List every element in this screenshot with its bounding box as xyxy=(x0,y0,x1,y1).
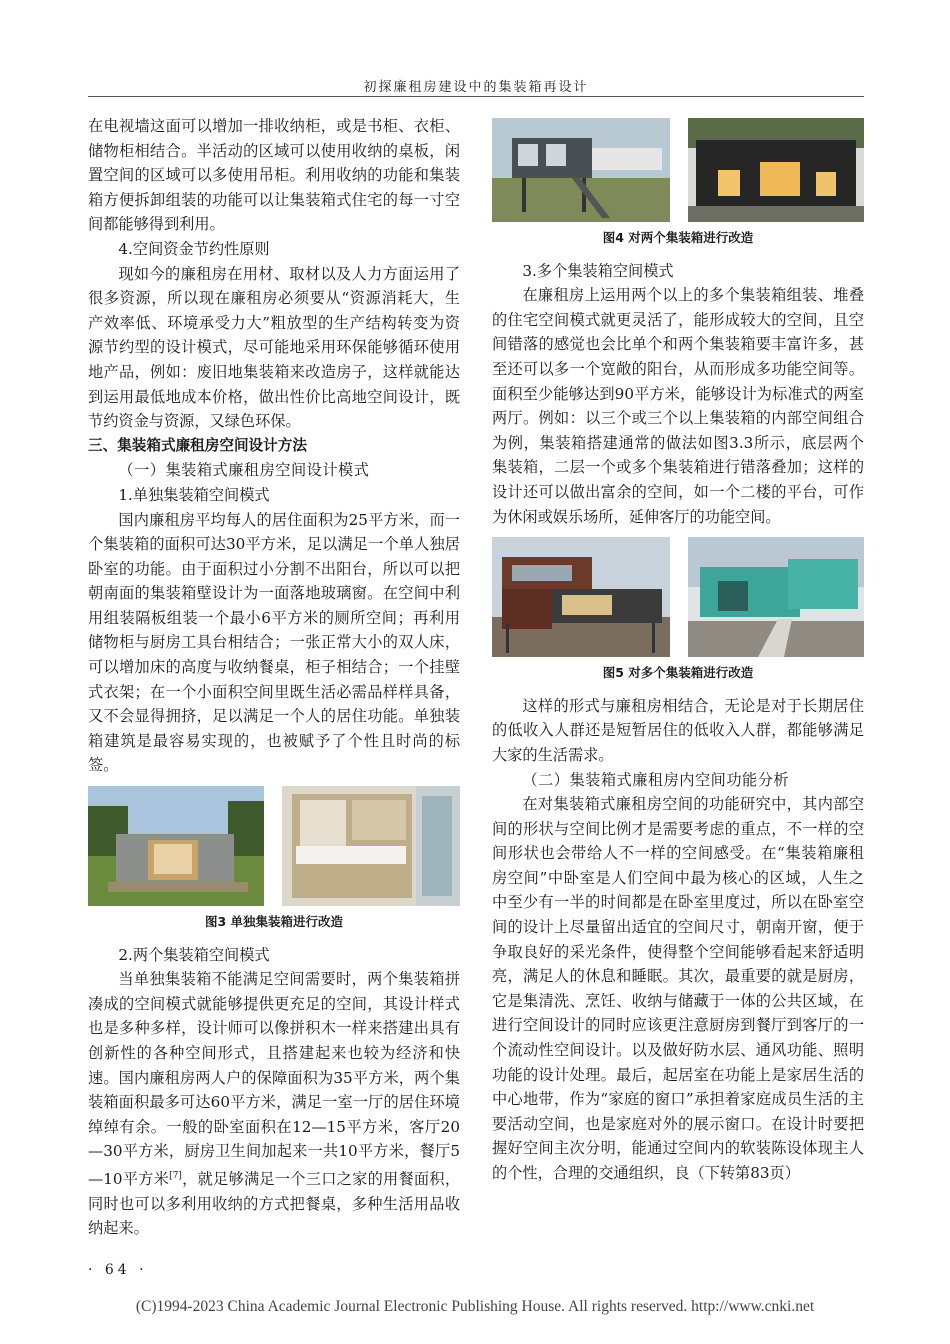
photo-multi-container-teal xyxy=(688,537,864,657)
page-number: · 64 · xyxy=(88,1262,148,1278)
figure-5 xyxy=(492,537,864,657)
subheading: 4.空间资金节约性原则 xyxy=(118,239,270,258)
figure-4-caption: 图4 对两个集装箱进行改造 xyxy=(602,230,754,245)
subheading: 1.单独集装箱空间模式 xyxy=(118,485,270,504)
right-column xyxy=(492,114,864,1186)
left-column xyxy=(88,114,460,1241)
running-header: 初探廉租房建设中的集装箱再设计 xyxy=(363,80,589,95)
photo-single-container-interior xyxy=(282,786,460,906)
paragraph: 在廉租房上运用两个以上的多个集装箱组装、堆叠的住宅空间模式就更灵活了，能形成较大的空间，且空间错落的感觉也会比单个和两个集装箱要丰富许多，甚至还可以多一个宽敞的阳台，从而形成多功能空间等。面积至少能够达到90平方米，能够设计为标准式的两室两厅。例如：以三个或三个以上集装箱的内部空间组合为例，集装箱搭建通常的做法如图3.3所示，底层两个集装箱，二层一个或多个集装箱进行错落叠加；这样的设计还可以做出富余的空间，如一个二楼的平台，可作为休闲或娱乐场所，延伸客厅的功能空间。 xyxy=(492,286,864,526)
section-heading: 三、集装箱式廉租房空间设计方法 xyxy=(88,436,307,454)
paragraph: 这样的形式与廉租房相结合，无论是对于长期居住的低收入人群还是短暂居住的低收入人群，都能够满足大家的生活需求。 xyxy=(492,696,864,764)
figure-3 xyxy=(88,786,460,906)
photo-multi-container-stacked xyxy=(492,537,670,657)
paragraph: 在对集装箱式廉租房空间的功能研究中，其内部空间的形状与空间比例才是需要考虑的重点，不一样的空间形状也会带给人不一样的空间感受。在“集装箱廉租房空间”中卧室是人们空间中最为核心的区域，人生之中至少有一半的时间都是在卧室里度过，所以在卧室空间的设计上尽量留出适宜的空间尺寸，朝南开窗，便于争取良好的采光条件，使得整个空间能够看起来舒适明亮，满足人的休息和睡眠。其次，最重要的就是厨房，它是集清洗、烹饪、收纳与储藏于一体的公共区域，在进行空间设计的同时应该更注意厨房到餐厅到客厅的一个流动性空间设计。以及做好防水层、通风功能、照明功能的设计处理。最后，起居室在功能上是家居生活的中心地带，作为“家庭的窗口”承担着家庭成员生活的主要活动空间，也是家庭对外的展示窗口。在设计时要把握好空间主次分明，能通过空间内的软装陈设体现主人的个性，合理的交通组织，良（下转第83页） xyxy=(492,795,864,1182)
paragraph: 在电视墙这面可以增加一排收纳柜，或是书柜、衣柜、储物柜相结合。半活动的区域可以使用收纳的桌板，闲置空间的区域可以多使用吊柜。利用收纳的功能和集装箱方便拆卸组装的功能可以让集装箱式住宅的每一寸空间都能够得到利用。 xyxy=(88,117,460,234)
paragraph xyxy=(88,967,460,1241)
subheading: 3.多个集装箱空间模式 xyxy=(522,261,674,280)
photo-two-container-stilts xyxy=(492,118,670,222)
photo-single-container-exterior xyxy=(88,786,264,906)
copyright-footer: (C)1994-2023 China Academic Journal Electronic Publishing House. All rights reserved. http://www.cnki.net xyxy=(135,1298,815,1315)
paragraph: 国内廉租房平均每人的居住面积为25平方米，而一个集装箱的面积可达30平方米，足以满足一个单人独居卧室的功能。由于面积过小分割不出阳台，所以可以把朝南面的集装箱壁设计为一面落地玻璃窗。在空间中利用组装隔板组装一个最小6平方米的厕所空间；再利用储物柜与厨房工具台相结合；一张正常大小的双人床，可以增加床的高度与收纳餐桌，柜子相结合；一个挂壁式衣架；在一个小面积空间里既生活必需品样样具备，又不会显得拥挤，足以满足一个人的居住功能。单独装箱建筑是最容易实现的，也被赋予了个性且时尚的标签。 xyxy=(88,510,460,775)
figure-4 xyxy=(492,118,864,222)
subsection-heading: （一）集装箱式廉租房空间设计模式 xyxy=(118,461,370,480)
citation-ref: [7] xyxy=(169,1170,182,1181)
photo-two-container-dusk xyxy=(688,118,864,222)
figure-5-caption: 图5 对多个集装箱进行改造 xyxy=(602,665,754,681)
paragraph-text: ，就足够满足一个三口之家的用餐面积，同时也可以多利用收纳的方式把餐桌，多种生活用品收纳起来。 xyxy=(88,1170,461,1238)
paragraph-text: 当单独集装箱不能满足空间需要时，两个集装箱拼凑成的空间模式就能够提供更充足的空间，其设计样式也是多种多样，设计师可以像拼积木一样来搭建出具有创新性的各种空间形式，且搭建起来也较为经济和快速。国内廉租房两人户的保障面积为35平方米，两个集装箱面积最多可达60平方米，满足一室一厅的居住环境绰绰有余。一般的卧室面积在12—15平方米，客厅20—30平方米，厨房卫生间加起来一共10平方米，餐厅5—10平方米 xyxy=(88,970,460,1189)
subsection-heading: （二）集装箱式廉租房内空间功能分析 xyxy=(522,770,790,789)
subheading: 2.两个集装箱空间模式 xyxy=(118,945,270,964)
figure-3-caption: 图3 单独集装箱进行改造 xyxy=(204,914,344,930)
header-rule xyxy=(88,96,864,97)
paragraph: 现如今的廉租房在用材、取材以及人力方面运用了很多资源，所以现在廉租房必须要从“资源消耗大，生产效率低、环境承受力大”粗放型的生产结构转变为资源节约型的设计模式，尽可能地采用环保能够循环使用地产品，例如：废旧地集装箱来改造房子，这样就能达到运用最低地成本价格，做出性价比高地空间设计，既节约资金与资源，又绿色环保。 xyxy=(88,264,460,431)
